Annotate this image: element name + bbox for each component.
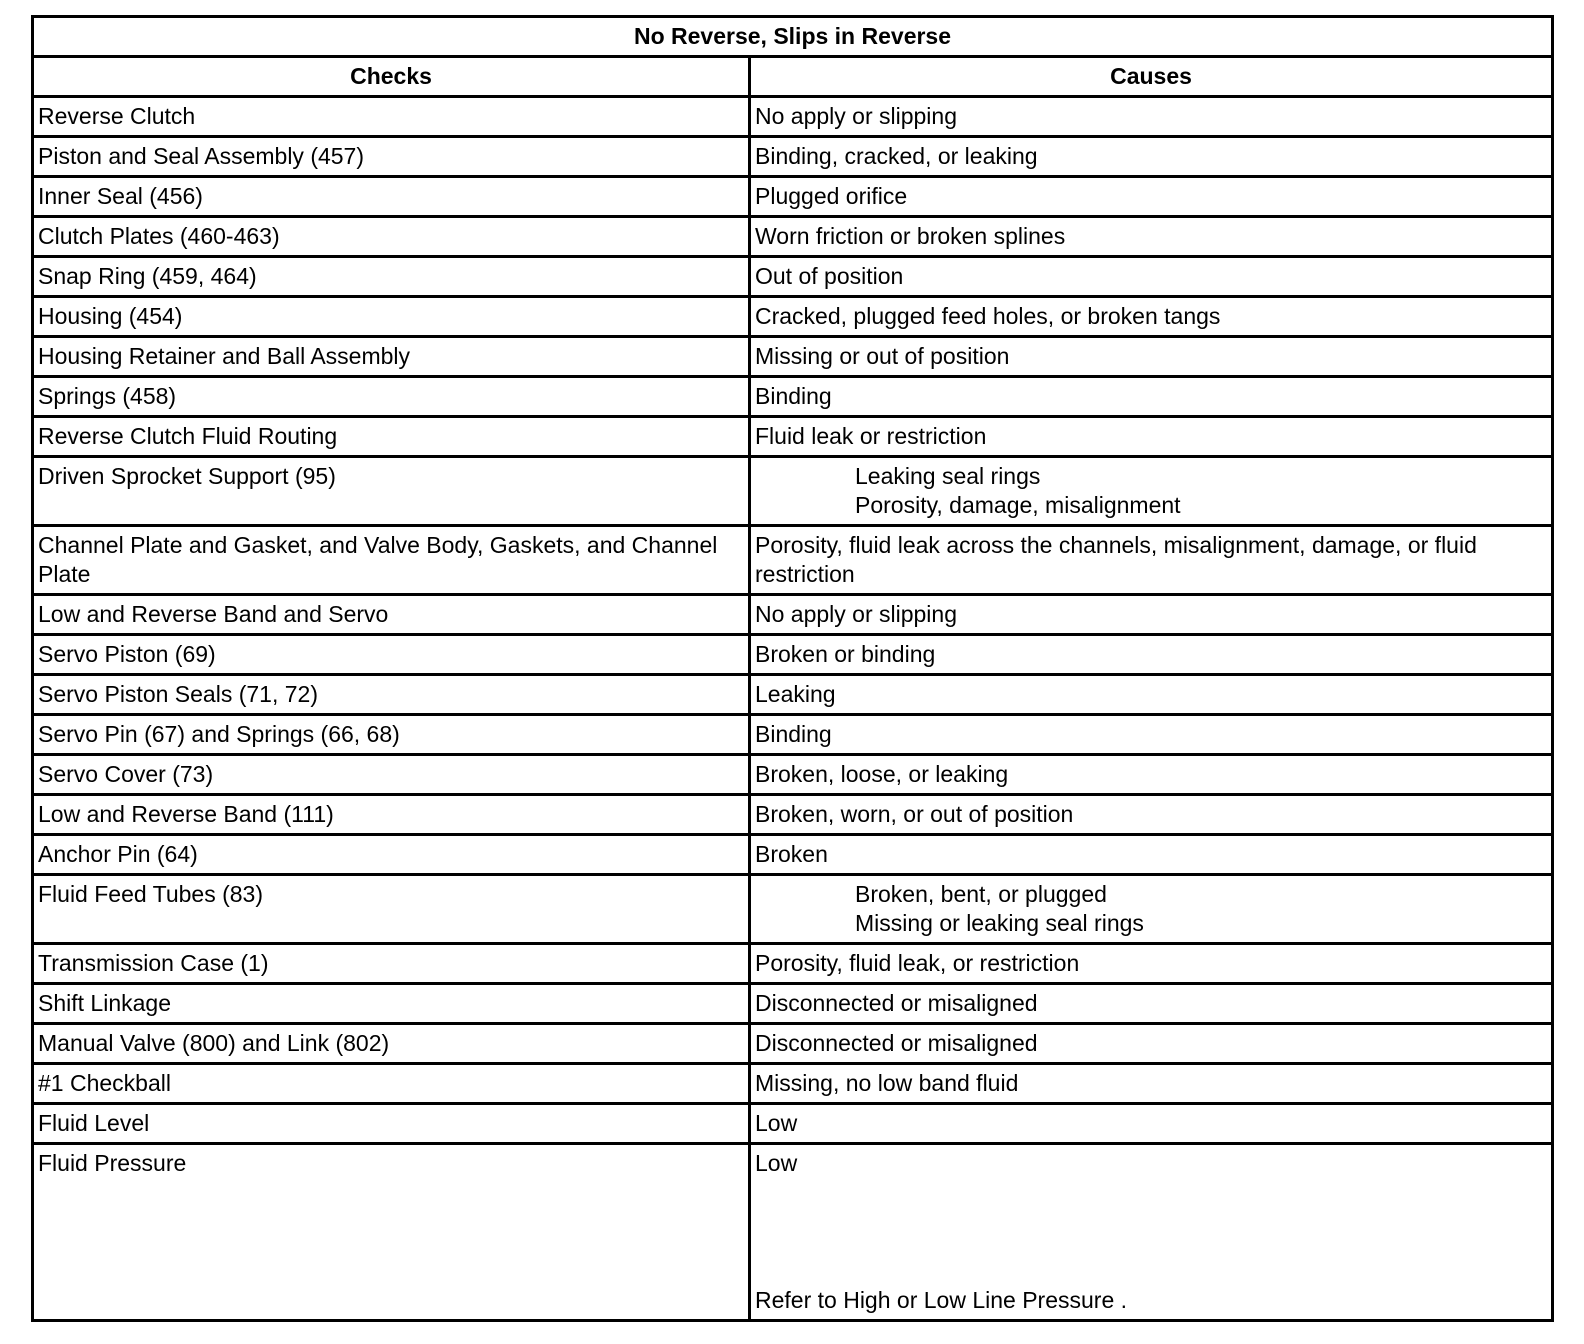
cause-cell [750,217,1553,257]
check-cell: Reverse Clutch [33,97,750,137]
cause-text: Leaking seal rings [855,463,1041,489]
cause-cell [750,457,1553,526]
table-row [33,297,1553,337]
check-cell: Housing (454) [33,297,750,337]
cause-cell [750,944,1553,984]
cause-cell [750,257,1553,297]
cause-cell [750,1104,1553,1144]
table-title: No Reverse, Slips in Reverse [33,17,1553,57]
cause-list [755,462,1545,520]
check-cell: Servo Piston (69) [33,635,750,675]
cause-text: Binding, cracked, or leaking [755,143,1038,169]
cause-cell [750,984,1553,1024]
cause-text: Missing, no low band fluid [755,1070,1019,1096]
table-row [33,337,1553,377]
check-cell: Anchor Pin (64) [33,835,750,875]
table-row [33,457,1553,526]
cause-text: Binding [755,383,832,409]
cause-cell [750,337,1553,377]
cause-text: Broken, worn, or out of position [755,801,1074,827]
cause-cell [750,177,1553,217]
line-pressure-reference-note: Refer to High or Low Line Pressure . [755,1287,1128,1313]
table-row [33,1144,1553,1321]
cause-cell [750,417,1553,457]
table-title-row [33,17,1553,57]
column-header-checks: Checks [33,57,750,97]
cause-cell [750,875,1553,944]
check-cell: Clutch Plates (460-463) [33,217,750,257]
cause-text: Broken, loose, or leaking [755,761,1009,787]
cause-cell [750,137,1553,177]
cause-cell [750,1024,1553,1064]
cause-text: Leaking [755,681,836,707]
table-row [33,635,1553,675]
cause-text: Fluid leak or restriction [755,423,987,449]
table-row [33,1104,1553,1144]
table-header-row [33,57,1553,97]
check-cell: Manual Valve (800) and Link (802) [33,1024,750,1064]
check-cell: Springs (458) [33,377,750,417]
cause-cell [750,526,1553,595]
cause-list [755,1149,1545,1315]
table-row [33,1064,1553,1104]
table-row [33,795,1553,835]
cause-text: Missing or leaking seal rings [855,910,1144,936]
cause-text: Binding [755,721,832,747]
table-row [33,97,1553,137]
cause-text: Plugged orifice [755,183,908,209]
column-header-causes: Causes [750,57,1553,97]
cause-cell [750,97,1553,137]
cause-text: Disconnected or misaligned [755,1030,1038,1056]
cause-text: No apply or slipping [755,103,958,129]
check-cell: Driven Sprocket Support (95) [33,457,750,526]
check-cell: Shift Linkage [33,984,750,1024]
cause-cell [750,297,1553,337]
check-cell: Channel Plate and Gasket, and Valve Body, Gaskets, and Channel Plate [33,526,750,595]
cause-text: Missing or out of position [755,343,1010,369]
check-cell: Low and Reverse Band and Servo [33,595,750,635]
table-row [33,137,1553,177]
table-row [33,715,1553,755]
check-cell: Servo Pin (67) and Springs (66, 68) [33,715,750,755]
table-row [33,177,1553,217]
cause-text: Out of position [755,263,904,289]
table-row [33,875,1553,944]
cause-text: Disconnected or misaligned [755,990,1038,1016]
check-cell: Housing Retainer and Ball Assembly [33,337,750,377]
check-cell: Fluid Level [33,1104,750,1144]
check-cell: Servo Piston Seals (71, 72) [33,675,750,715]
check-cell: Servo Cover (73) [33,755,750,795]
table-row [33,984,1553,1024]
cause-text: Broken or binding [755,641,936,667]
cause-cell [750,595,1553,635]
cause-cell [750,675,1553,715]
check-cell: Fluid Feed Tubes (83) [33,875,750,944]
cause-text: No apply or slipping [755,601,958,627]
cause-text: Porosity, damage, misalignment [855,492,1181,518]
cause-cell [750,715,1553,755]
table-row [33,526,1553,595]
diagnosis-table [31,15,1554,1322]
cause-cell [750,1144,1553,1321]
check-cell: Piston and Seal Assembly (457) [33,137,750,177]
cause-text: Low [755,1150,798,1176]
check-cell: Reverse Clutch Fluid Routing [33,417,750,457]
cause-cell [750,635,1553,675]
table-row [33,217,1553,257]
check-cell: Low and Reverse Band (111) [33,795,750,835]
table-row [33,377,1553,417]
table-row [33,1024,1553,1064]
table-row [33,835,1553,875]
table-row [33,417,1553,457]
cause-text: Low [755,1110,798,1136]
check-cell: #1 Checkball [33,1064,750,1104]
cause-cell [750,795,1553,835]
table-row [33,944,1553,984]
cause-cell [750,377,1553,417]
cause-list [755,880,1545,938]
check-cell: Transmission Case (1) [33,944,750,984]
check-cell: Snap Ring (459, 464) [33,257,750,297]
table-row [33,675,1553,715]
table-row [33,755,1553,795]
cause-text: Broken, bent, or plugged [855,881,1107,907]
cause-text: Porosity, fluid leak across the channels, misalignment, damage, or fluid restriction [755,532,1477,587]
cause-text: Porosity, fluid leak, or restriction [755,950,1080,976]
cause-cell [750,755,1553,795]
cause-cell [750,1064,1553,1104]
table-row [33,595,1553,635]
cause-text: Broken [755,841,828,867]
cause-text: Cracked, plugged feed holes, or broken tangs [755,303,1221,329]
check-cell: Fluid Pressure [33,1144,750,1321]
cause-text: Worn friction or broken splines [755,223,1066,249]
check-cell: Inner Seal (456) [33,177,750,217]
table-row [33,257,1553,297]
cause-cell [750,835,1553,875]
